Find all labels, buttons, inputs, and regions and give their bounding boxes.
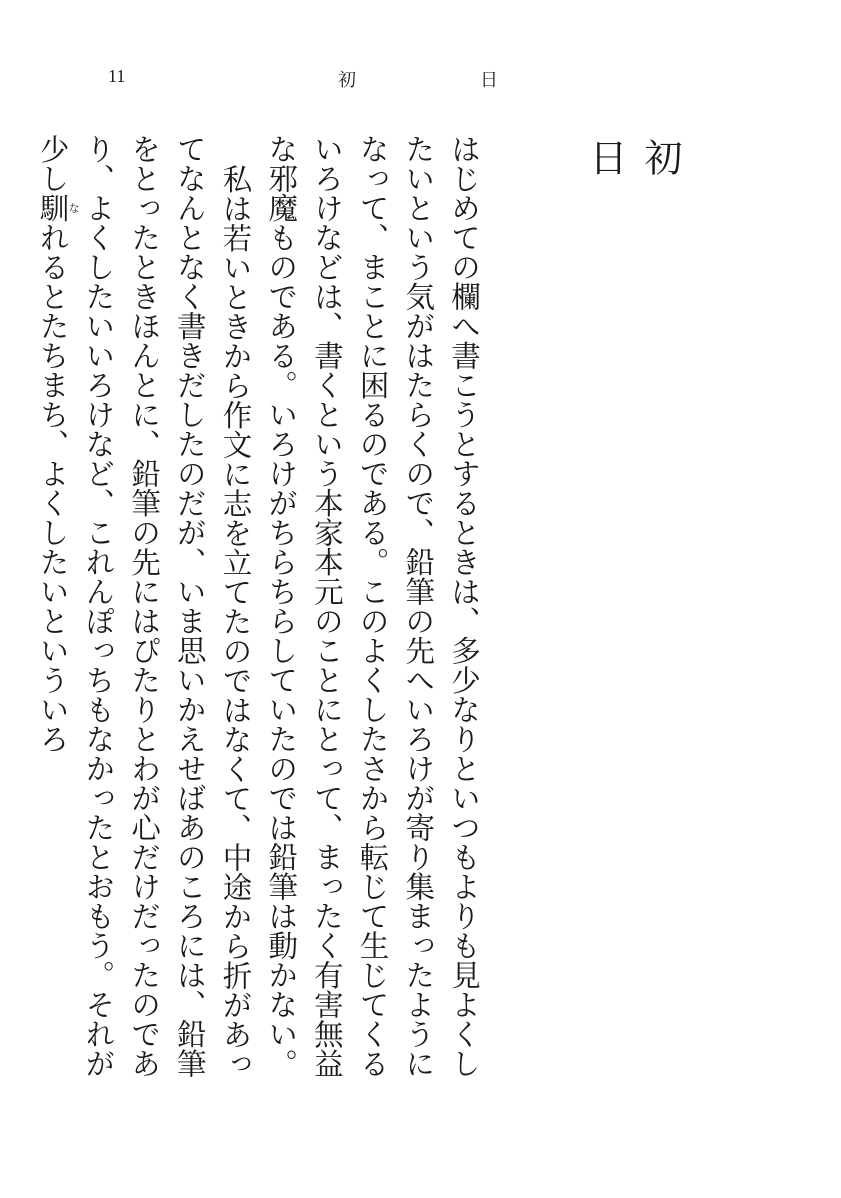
- running-head-char-2: 日: [480, 70, 498, 91]
- body-text: [35, 134, 486, 1104]
- furigana-base: 馴: [35, 193, 70, 223]
- chapter-title: 初日: [583, 138, 682, 238]
- running-head: [338, 66, 498, 92]
- paragraph-1: はじめての欄へ書こうとするときは、多少なりといつもよりも見よくしたいという気がはたらくので、鉛筆の先へいろけが寄り集まったようになって、まことに困るのである。このよくしたさから転じて生じてくるいろけなどは、書くという本家本元のことにとって、まったく有害無益な邪魔ものである。いろけがちらちらしていたのでは鉛筆は動かない。: [264, 134, 481, 1078]
- furigana: [35, 193, 81, 223]
- furigana-reading: な: [67, 193, 81, 223]
- paragraph-2: [29, 134, 258, 1104]
- running-head-char-1: 初: [338, 70, 356, 91]
- paragraph-2-text-after: れるとたちまち、よくしたいといういろ: [35, 222, 70, 754]
- page-number: 11: [108, 66, 126, 86]
- paragraph-2-text-before: 私は若いときから作文に志を立てたのではなくて、中途から折があってなんとなく書きだしたのだが、いま思いかえせばあのころには、鉛筆をとったときほんとに、鉛筆の先にはぴたりとわが心だけだったのであり、よくしたいいろけなど、これんぽっちもなかったとおもう。それが少し: [35, 134, 253, 1078]
